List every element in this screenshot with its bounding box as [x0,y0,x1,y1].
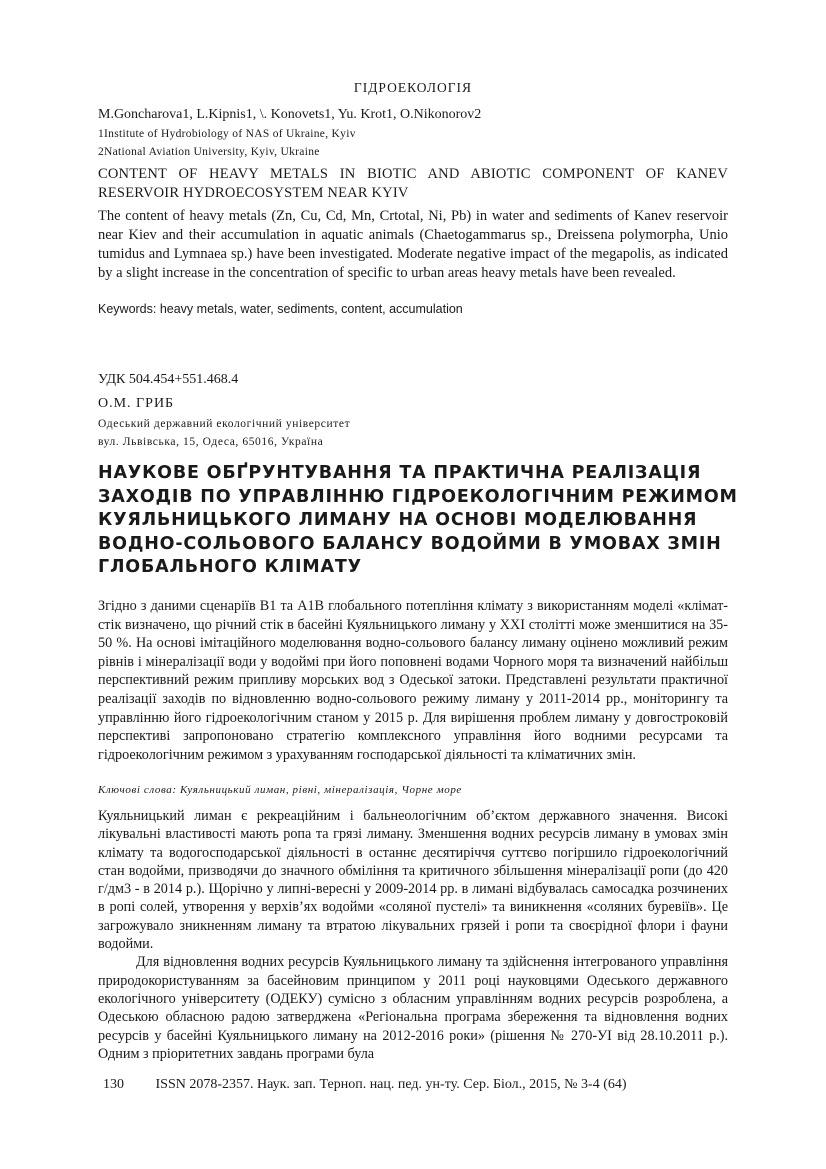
title-line: НАУКОВЕ ОБҐРУНТУВАННЯ ТА ПРАКТИЧНА РЕАЛІЗАЦІЯ [98,463,702,483]
ua-affiliation-2: вул. Львівська, 15, Одеса, 65016, Україна [98,436,324,448]
title-line: ЗАХОДІВ ПО УПРАВЛІННЮ ГІДРОЕКОЛОГІЧНИМ РЕЖИМОМ [98,486,738,507]
en-authors: M.Goncharova1, L.Kipnis1, \. Konovets1, Yu. Krot1, O.Nikonorov2 [98,107,482,122]
journal-citation: ISSN 2078-2357. Наук. зап. Терноп. нац. пед. ун-ту. Сер. Біол., 2015, № 3-4 (64) [155,1077,627,1092]
en-affiliation-2: 2National Aviation University, Kyiv, Ukraine [98,146,320,158]
en-keywords: Keywords: heavy metals, water, sediments, content, accumulation [98,302,463,316]
en-affiliation-1: 1Institute of Hydrobiology of NAS of Ukraine, Kyiv [98,128,356,140]
ua-article-title [98,462,738,580]
body-paragraph: Куяльницький лиман є рекреаційним і бальнеологічним об’єктом державного значення. Високі лікувальні властивості мають ропа та грязі лиману. Зменшення водних ресурсів лиману в умовах змін клімату та водогосподарської діяльності в останнє десятиріччя суттєво погіршило гідроекологічний стан водойми, призводячи до значного обміління та критичного збільшення мінералізації ропи (до 420 г/дм3 - в 2014 р.). Щорічно у липні-вересні у 2009-2014 рр. в лимані відбувалась самосадка розчинених в ропі солей, утворення у верхів’ях водойми «соляної пустелі» та виникнення «соляних буревіїв». Це загрожувало зникненням лиману та втратою лікувальних грязей і ропи та своєрідної флори і фауни водойми. [98,808,728,953]
body-paragraph: Для відновлення водних ресурсів Куяльницького лиману та здійснення інтегрованого управління природокористуванням за басейновим принципом у 2011 році науковцями Одеського державного екологічного університету (ОДЕКУ) сумісно з обласним управлінням водних ресурсів розроблена, а Одеською обласною радою затверджена «Регіональна програма збереження та відновлення водних ресурсів у басейні Куяльницького лиману на 2012-2016 роки» (рішення № 270-УІ від 28.10.2011 р.). Одним з пріоритетних завдань програми була [98,954,728,1062]
page-footer [103,1077,627,1093]
ua-abstract: Згідно з даними сценаріїв B1 та A1B глобального потепління клімату з використанням моделі «клімат-стік визначено, що річний стік в басейні Куяльницького лиману у XXI столітті може зменшитися на 35-50 %. На основі імітаційного моделювання водно-сольового балансу лиману оцінено можливий режим рівнів і мінералізації води у водоймі при його поповнені водами Чорного моря та визначений найбільш перспективний режим припливу морських вод з Одеської затоки. Представлені результати практичної реалізації заходів по відновленню водно-сольового режиму лиману у 2011-2014 рр., моніторингу та управлінню його гідроекологічним станом у 2015 р. Для вирішення проблем лиману у довгостроковій перспективі запропоновано стратегію комплексного управління його водними ресурсами та гідроекологічним режимом з урахуванням господарської діяльності та кліматичних змін. [98,598,728,763]
title-line: КУЯЛЬНИЦЬКОГО ЛИМАНУ НА ОСНОВІ МОДЕЛЮВАННЯ [98,510,698,530]
page-number: 130 [103,1077,124,1092]
article-body [98,807,728,1063]
ua-author: О.М. ГРИБ [98,396,175,411]
en-article-title: CONTENT OF HEAVY METALS IN BIOTIC AND ABIOTIC COMPONENT OF KANEV RESERVOIR HYDROECOSYSTEM NEAR KYIV [98,166,728,201]
ua-affiliation-1: Одеський державний екологічний університет [98,418,351,430]
title-line: ГЛОБАЛЬНОГО КЛІМАТУ [98,557,362,577]
en-abstract: The content of heavy metals (Zn, Cu, Cd, Mn, Crtotal, Ni, Pb) in water and sediments of Kanev reservoir near Kiev and their accumulation in aquatic animals (Chaetogammarus sp., Dreissena polymorpha, Unio tumidus and Lymnaea sp.) have been investigated. Moderate negative impact of the megapolis, as indicated by a slight increase in the concentration of specific to urban areas heavy metals have been revealed. [98,208,728,281]
section-title: ГІДРОЕКОЛОГІЯ [353,80,473,95]
title-line: ВОДНО-СОЛЬОВОГО БАЛАНСУ ВОДОЙМИ В УМОВАХ ЗМІН [98,533,722,554]
udk-code: УДК 504.454+551.468.4 [98,372,239,387]
ua-keywords: Ключові слова: Куяльницький лиман, рівні, мінералізація, Чорне море [98,784,462,796]
